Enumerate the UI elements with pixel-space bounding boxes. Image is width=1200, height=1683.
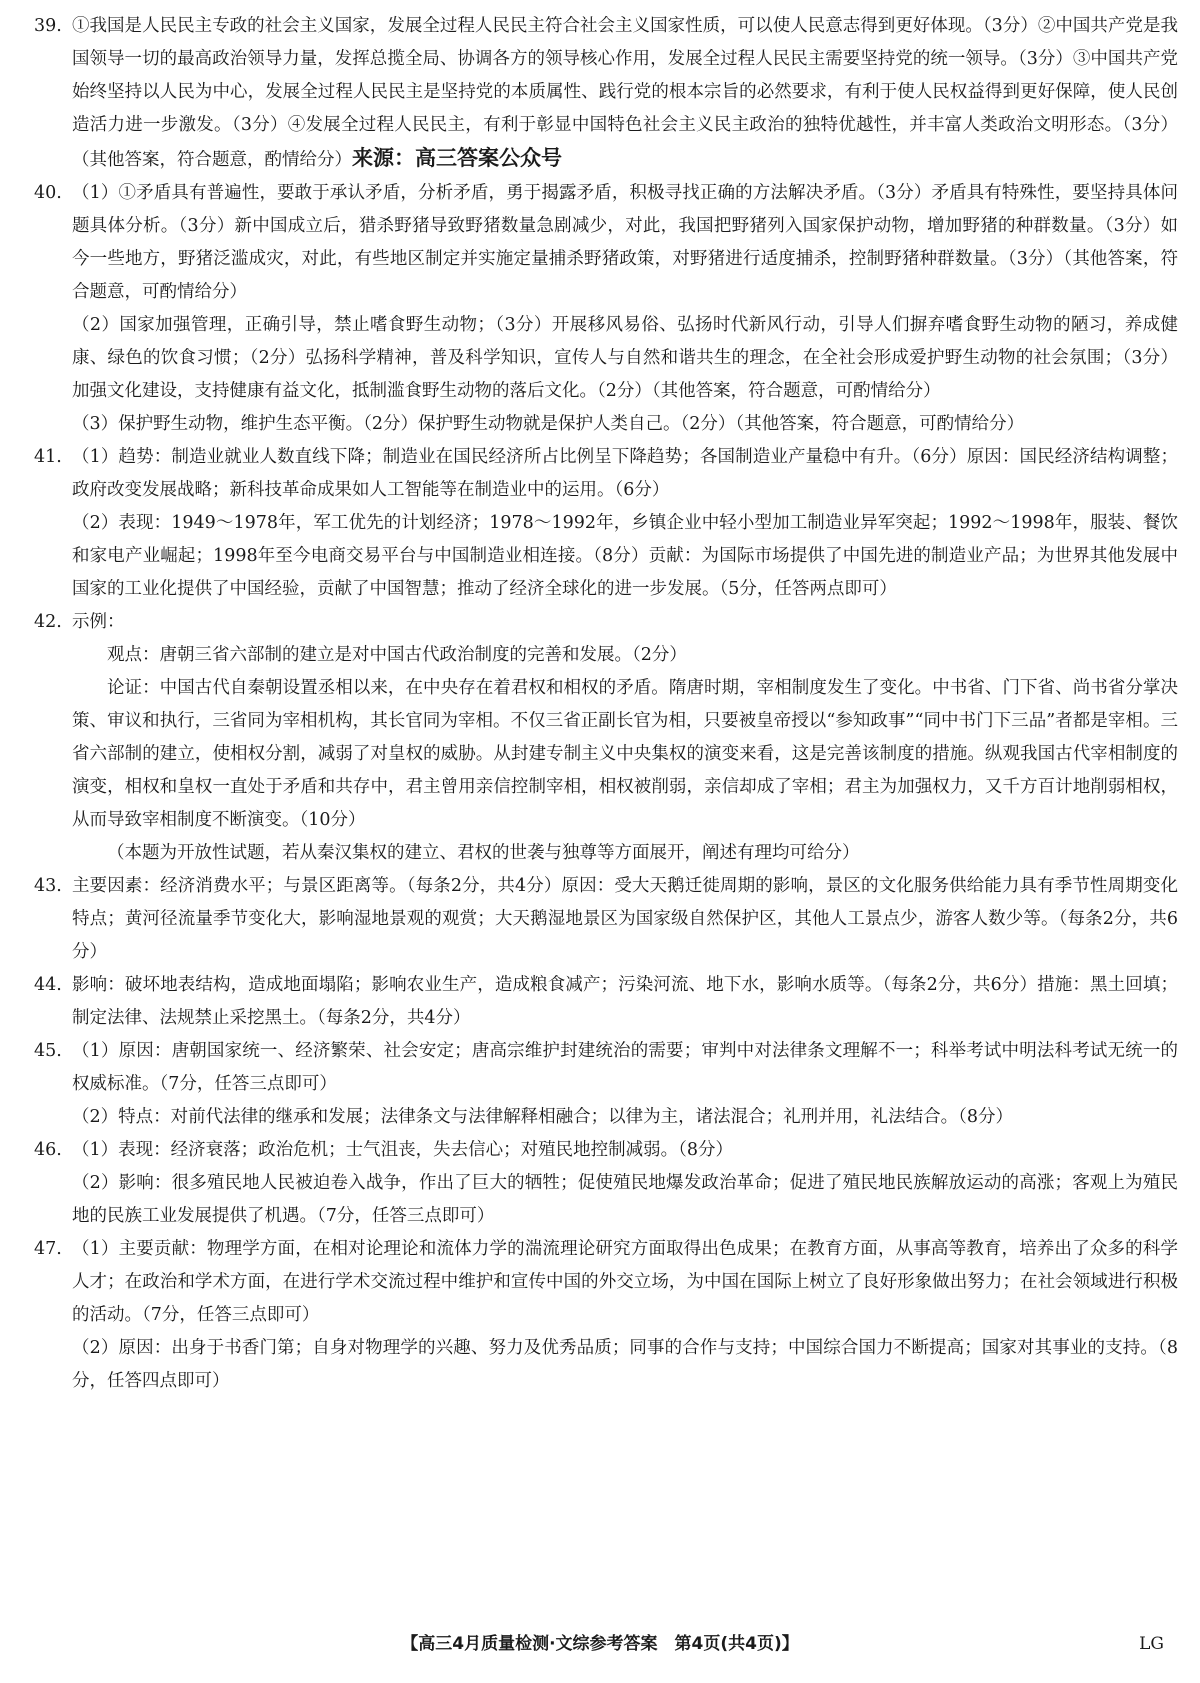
- answer-item-44: [34, 969, 1178, 1035]
- answer-paragraph: 观点：唐朝三省六部制的建立是对中国古代政治制度的完善和发展。（2分）: [107, 645, 687, 665]
- answer-paragraph: （本题为开放性试题，若从秦汉集权的建立、君权的世袭与独尊等方面展开，阐述有理均可给分）: [107, 843, 860, 863]
- page-footer: [0, 1626, 1200, 1662]
- answer-paragraph: 主要因素：经济消费水平；与景区距离等。（每条2分，共4分）原因：受大天鹅迁徙周期的影响，景区的文化服务供给能力具有季节性周期变化特点；黄河径流量季节变化大，影响湿地景观的观赏；大天鹅湿地景区为国家级自然保护区，其他人工景点少，游客人数少等。（每条2分，共6分）: [72, 876, 1178, 962]
- item-number: 40.: [34, 183, 62, 203]
- item-body: [72, 1134, 1178, 1233]
- answer-item-47: [34, 1233, 1178, 1398]
- item-number: 43.: [34, 876, 62, 896]
- item-body: [72, 441, 1178, 606]
- answer-item-39: [34, 10, 1178, 177]
- item-body: [72, 1233, 1178, 1398]
- item-number: 41.: [34, 447, 62, 467]
- answer-item-45: [34, 1035, 1178, 1134]
- answer-paragraph: （2）原因：出身于书香门第；自身对物理学的兴趣、努力及优秀品质；同事的合作与支持；中国综合国力不断提高；国家对其事业的支持。（8分，任答四点即可）: [72, 1338, 1178, 1391]
- answer-paragraph: （3）保护野生动物，维护生态平衡。（2分）保护野生动物就是保护人类自己。（2分）（其他答案，符合题意，可酌情给分）: [72, 414, 1025, 434]
- answer-paragraph: （1）趋势：制造业就业人数直线下降；制造业在国民经济所占比例呈下降趋势；各国制造业产量稳中有升。（6分）原因：国民经济结构调整；政府改变发展战略；新科技革命成果如人工智能等在制造业中的运用。（6分）: [72, 447, 1178, 500]
- answer-paragraph: （1）主要贡献：物理学方面，在相对论理论和流体力学的湍流理论研究方面取得出色成果；在教育方面，从事高等教育，培养出了众多的科学人才；在政治和学术方面，在进行学术交流过程中维护和宣传中国的外交立场，为中国在国际上树立了良好形象做出努力；在社会领域进行积极的活动。（7分，任答三点即可）: [72, 1239, 1178, 1325]
- answer-paragraph: 影响：破坏地表结构，造成地面塌陷；影响农业生产，造成粮食减产；污染河流、地下水，影响水质等。（每条2分，共6分）措施：黑土回填；制定法律、法规禁止采挖黑土。（每条2分，共4分）: [72, 975, 1178, 1028]
- footer-code: LG: [1139, 1634, 1164, 1654]
- item-number: 47.: [34, 1239, 62, 1259]
- answer-item-42: [34, 606, 1178, 870]
- answer-item-43: [34, 870, 1178, 969]
- answer-paragraph: （1）①矛盾具有普遍性，要敢于承认矛盾，分析矛盾，勇于揭露矛盾，积极寻找正确的方法解决矛盾。（3分）矛盾具有特殊性，要坚持具体问题具体分析。（3分）新中国成立后，猎杀野猪导致野猪数量急剧减少，对此，我国把野猪列入国家保护动物，增加野猪的种群数量。（3分）如今一些地方，野猪泛滥成灾，对此，有些地区制定并实施定量捕杀野猪政策，对野猪进行适度捕杀，控制野猪种群数量。（3分）（其他答案，符合题意，可酌情给分）: [72, 183, 1178, 302]
- answer-item-41: [34, 441, 1178, 606]
- answer-paragraph: （2）特点：对前代法律的继承和发展；法律条文与法律解释相融合；以律为主，诸法混合；礼刑并用，礼法结合。（8分）: [72, 1107, 1014, 1127]
- item-body: [72, 177, 1178, 441]
- footer-title: 【高三4月质量检测·文综参考答案 第4页(共4页)】: [401, 1634, 799, 1654]
- answer-item-40: [34, 177, 1178, 441]
- answer-paragraph: （1）表现：经济衰落；政治危机；士气沮丧，失去信心；对殖民地控制减弱。（8分）: [72, 1140, 734, 1160]
- answer-paragraph: 论证：中国古代自秦朝设置丞相以来，在中央存在着君权和相权的矛盾。隋唐时期，宰相制度发生了变化。中书省、门下省、尚书省分掌决策、审议和执行，三省同为宰相机构，其长官同为宰相。不仅三省正副长官为相，只要被皇帝授以“参知政事”“同中书门下三品”者都是宰相。三省六部制的建立，使相权分割，减弱了对皇权的威胁。从封建专制主义中央集权的演变来看，这是完善该制度的措施。纵观我国古代宰相制度的演变，相权和皇权一直处于矛盾和共存中，君主曾用亲信控制宰相，相权被削弱，亲信却成了宰相；君主为加强权力，又千方百计地削弱相权，从而导致宰相制度不断演变。（10分）: [72, 678, 1178, 830]
- item-number: 39.: [34, 16, 62, 36]
- item-body: [72, 1035, 1178, 1134]
- item-number: 46.: [34, 1140, 62, 1160]
- answer-paragraph: （2）表现：1949～1978年，军工优先的计划经济；1978～1992年，乡镇企业中轻小型加工制造业异军突起；1992～1998年，服装、餐饮和家电产业崛起；1998年至今电商交易平台与中国制造业相连接。（8分）贡献：为国际市场提供了中国先进的制造业产品；为世界其他发展中国家的工业化提供了中国经验，贡献了中国智慧；推动了经济全球化的进一步发展。（5分，任答两点即可）: [72, 513, 1178, 599]
- item-body: [72, 606, 1178, 870]
- source-note: 来源：高三答案公众号: [352, 146, 562, 170]
- answer-text: ①我国是人民民主专政的社会主义国家，发展全过程人民民主符合社会主义国家性质，可以使人民意志得到更好体现。（3分）②中国共产党是我国领导一切的最高政治领导力量，发挥总揽全局、协调各方的领导核心作用，发展全过程人民民主需要坚持党的统一领导。（3分）③中国共产党始终坚持以人民为中心，发展全过程人民民主是坚持党的本质属性、践行党的根本宗旨的必然要求，有利于使人民权益得到更好保障，使人民创造活力进一步激发。（3分）④发展全过程人民民主，有利于彰显中国特色社会主义民主政治的独特优越性，并丰富人类政治文明形态。（3分）（其他答案，符合题意，酌情给分）: [72, 16, 1178, 170]
- answer-paragraph: （1）原因：唐朝国家统一、经济繁荣、社会安定；唐高宗维护封建统治的需要；审判中对法律条文理解不一；科举考试中明法科考试无统一的权威标准。（7分，任答三点即可）: [72, 1041, 1178, 1094]
- item-body: [72, 969, 1178, 1035]
- answer-paragraph: （2）国家加强管理，正确引导，禁止嗜食野生动物；（3分）开展移风易俗、弘扬时代新风行动，引导人们摒弃嗜食野生动物的陋习，养成健康、绿色的饮食习惯；（2分）弘扬科学精神，普及科学知识，宣传人与自然和谐共生的理念，在全社会形成爱护野生动物的社会氛围；（3分）加强文化建设，支持健康有益文化，抵制滥食野生动物的落后文化。（2分）（其他答案，符合题意，可酌情给分）: [72, 315, 1178, 401]
- answer-paragraph: （2）影响：很多殖民地人民被迫卷入战争，作出了巨大的牺牲；促使殖民地爆发政治革命；促进了殖民地民族解放运动的高涨；客观上为殖民地的民族工业发展提供了机遇。（7分，任答三点即可）: [72, 1173, 1178, 1226]
- answer-paragraph: 示例：: [72, 612, 125, 632]
- answer-paragraph: [72, 10, 1178, 177]
- item-number: 45.: [34, 1041, 62, 1061]
- item-body: [72, 10, 1178, 177]
- item-number: 44.: [34, 975, 62, 995]
- item-number: 42.: [34, 612, 62, 632]
- answer-item-46: [34, 1134, 1178, 1233]
- item-body: [72, 870, 1178, 969]
